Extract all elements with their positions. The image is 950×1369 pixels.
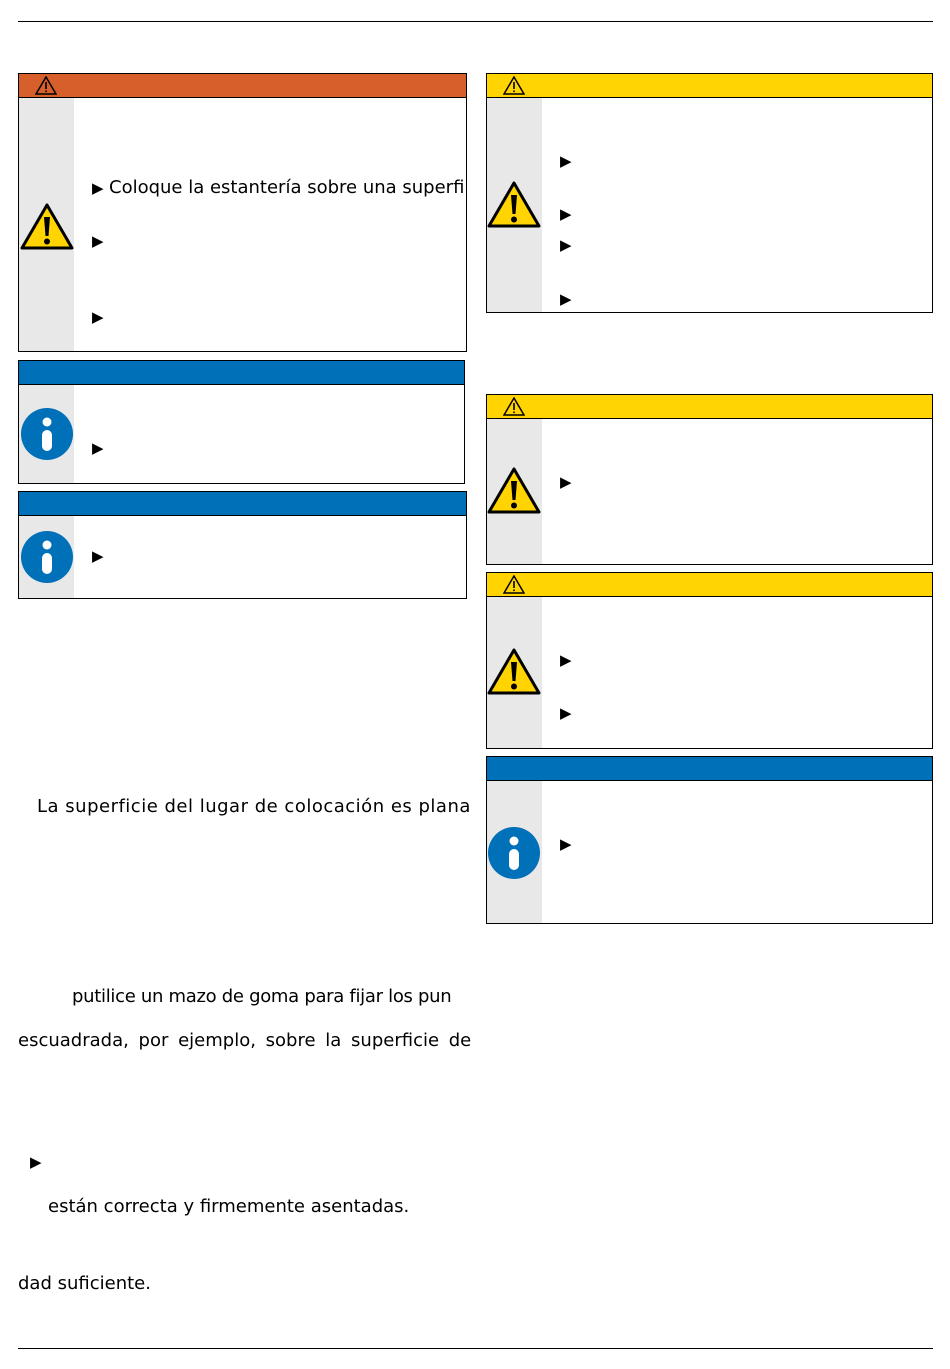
body-text-line: dad suficiente. [18, 1273, 151, 1294]
bullet-arrow-icon: ▶ [560, 835, 572, 853]
body-text-line: La superficie del lugar de colocación es plana [37, 796, 471, 817]
warning-triangle-icon [503, 575, 525, 594]
caution-header [487, 74, 932, 98]
warning-triangle-icon [503, 76, 525, 95]
info-notice-box [18, 360, 465, 484]
warning-bullet-text: Coloque la estantería sobre una superfi [109, 177, 465, 198]
body-text-line: escuadrada, por ejemplo, sobre la superficie de [18, 1030, 472, 1051]
bullet-arrow-icon: ▶ [560, 152, 572, 170]
bullet-arrow-icon: ▶ [560, 290, 572, 308]
warning-triangle-icon [487, 647, 541, 696]
bullet-arrow-icon: ▶ [92, 547, 104, 565]
warning-notice-box [18, 73, 467, 352]
info-circle-icon [20, 530, 74, 584]
bullet-arrow-icon: ▶ [30, 1153, 42, 1171]
caution-header [487, 395, 932, 419]
header-rule [18, 21, 933, 22]
caution-notice-box [486, 73, 933, 313]
warning-triangle-icon [35, 76, 57, 95]
info-header [19, 492, 466, 516]
info-notice-box [486, 756, 933, 924]
bullet-arrow-icon: ▶ [92, 439, 104, 457]
bullet-arrow-icon: ▶ [560, 651, 572, 669]
warning-triangle-icon [20, 202, 74, 251]
warning-header [19, 74, 466, 98]
info-circle-icon [20, 407, 74, 461]
footer-rule [18, 1348, 933, 1349]
bullet-arrow-icon: ▶ [92, 232, 104, 250]
info-header [19, 361, 464, 385]
bullet-arrow-icon: ▶ [560, 473, 572, 491]
caution-header [487, 573, 932, 597]
warning-triangle-icon [503, 397, 525, 416]
bullet-arrow-icon: ▶ [560, 236, 572, 254]
bullet-arrow-icon: ▶ [560, 704, 572, 722]
info-notice-box [18, 491, 467, 599]
warning-triangle-icon [487, 466, 541, 515]
warning-triangle-icon [487, 180, 541, 229]
bullet-arrow-icon: ▶ [92, 308, 104, 326]
caution-notice-box [486, 572, 933, 749]
info-circle-icon [487, 826, 541, 880]
body-text-line: están correcta y firmemente asentadas. [48, 1196, 410, 1217]
caution-notice-box [486, 394, 933, 565]
bullet-arrow-icon: ▶ [92, 179, 104, 197]
info-header [487, 757, 932, 781]
bullet-arrow-icon: ▶ [560, 205, 572, 223]
body-text-line: putilice un mazo de goma para fijar los pun [72, 986, 452, 1007]
